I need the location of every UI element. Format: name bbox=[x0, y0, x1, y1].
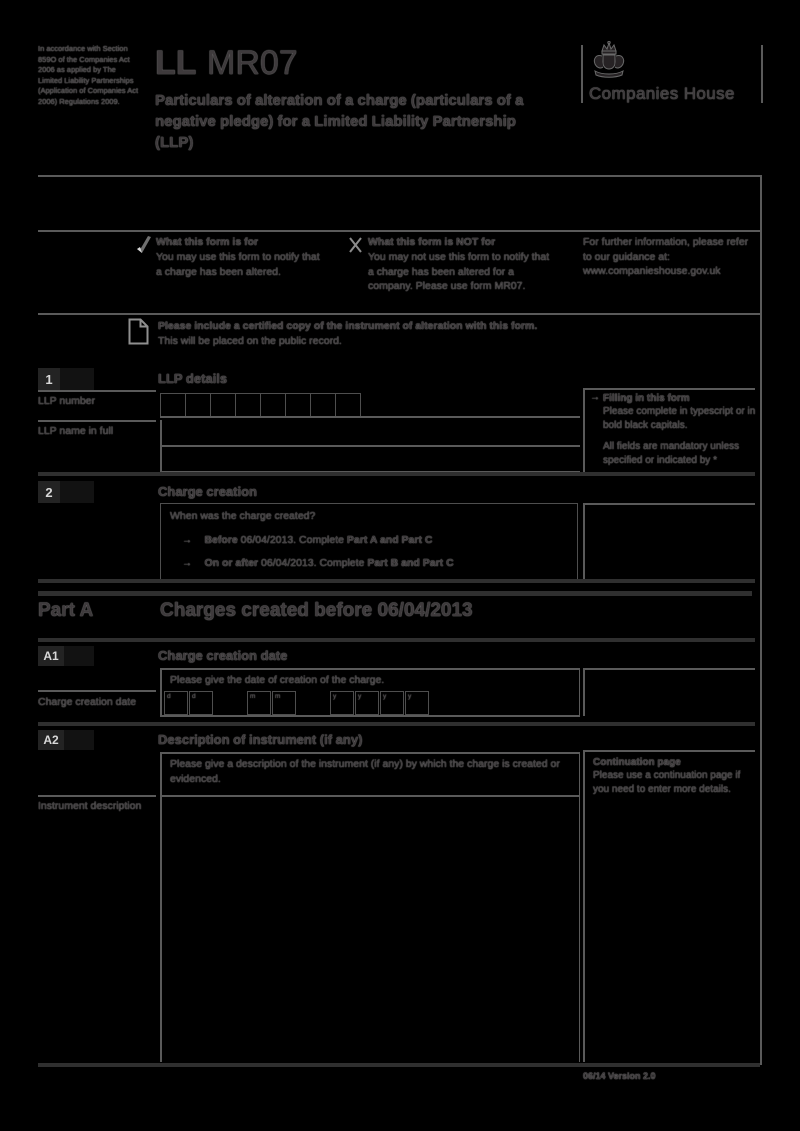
bullet-bold: On or after bbox=[204, 557, 259, 569]
label-rule bbox=[38, 690, 156, 692]
field-rule bbox=[160, 416, 580, 418]
form-code bbox=[155, 44, 298, 83]
divider bbox=[38, 175, 762, 177]
llp-number-box[interactable] bbox=[210, 393, 236, 417]
section-bar bbox=[38, 472, 755, 476]
date-box-y4[interactable] bbox=[405, 691, 429, 715]
bullet-text: 06/04/2013. Complete bbox=[258, 557, 368, 569]
section-2-number: 2 bbox=[38, 481, 60, 503]
filling-heading: Filling in this form bbox=[603, 393, 690, 404]
version-text: 06/14 Version 2.0 bbox=[583, 1071, 656, 1081]
section-bar bbox=[38, 722, 755, 726]
filling-body-1: Please complete in typescript or in bold black capitals. bbox=[603, 406, 756, 431]
guidance-text: For further information, please refer to our guidance at: bbox=[583, 236, 749, 263]
llp-name-label: LLP name in full bbox=[38, 425, 114, 437]
llp-number-box[interactable] bbox=[335, 393, 361, 417]
logo-left-bar bbox=[581, 45, 583, 103]
date-box-y2[interactable] bbox=[355, 691, 379, 715]
section-band bbox=[64, 730, 94, 750]
llp-number-box[interactable] bbox=[285, 393, 311, 417]
llp-number-box[interactable] bbox=[185, 393, 211, 417]
hint-box-edge bbox=[579, 668, 581, 716]
hint-box-edge bbox=[579, 752, 581, 795]
form-not-for-body: You may not use this form to notify that a charge has been altered for a company. Please use form MR07. bbox=[368, 251, 550, 292]
a1-title: Charge creation date bbox=[158, 648, 288, 663]
llp-number-box[interactable] bbox=[160, 393, 186, 417]
date-letter: y bbox=[383, 693, 387, 700]
aside-edge bbox=[583, 503, 585, 579]
form-is-for-heading: What this form is for bbox=[156, 236, 259, 248]
aside-rule bbox=[583, 503, 755, 505]
divider bbox=[38, 313, 762, 315]
arrow-icon: → bbox=[590, 392, 600, 403]
llp-number-boxes bbox=[160, 393, 361, 417]
llp-number-box[interactable] bbox=[260, 393, 286, 417]
section-band bbox=[64, 646, 94, 666]
section-a2-number: A2 bbox=[38, 730, 64, 750]
a2-title: Description of instrument (if any) bbox=[158, 732, 363, 747]
divider bbox=[38, 230, 762, 232]
field-rule bbox=[160, 715, 580, 717]
field-edge bbox=[579, 795, 581, 1062]
form-code-ll: LL bbox=[155, 44, 197, 82]
hint-box-edge bbox=[160, 752, 162, 795]
date-box-y1[interactable] bbox=[330, 691, 354, 715]
aside-rule bbox=[583, 668, 755, 670]
arrow-icon: → bbox=[182, 535, 192, 546]
date-box-m2[interactable] bbox=[272, 691, 296, 715]
aside-edge bbox=[583, 750, 585, 1062]
cross-icon bbox=[348, 237, 363, 253]
label-rule bbox=[38, 390, 156, 392]
hint-box-rule bbox=[160, 668, 580, 670]
date-letter: y bbox=[408, 693, 412, 700]
charge-created-question: When was the charge created? bbox=[170, 510, 316, 522]
bullet-bold: Part A and Part C bbox=[346, 534, 433, 546]
date-letter: d bbox=[167, 693, 171, 700]
filling-body-2: All fields are mandatory unless specified or indicated by * bbox=[603, 441, 740, 466]
right-edge-line bbox=[760, 175, 762, 1065]
label-rule bbox=[38, 420, 156, 422]
section-1-title: LLP details bbox=[158, 371, 228, 386]
date-box-d2[interactable] bbox=[189, 691, 213, 715]
date-letter: y bbox=[358, 693, 362, 700]
section-1-number: 1 bbox=[38, 368, 60, 390]
form-is-for-body: You may use this form to notify that a charge has been altered. bbox=[156, 251, 320, 278]
section-a1-number: A1 bbox=[38, 646, 64, 666]
section-bar bbox=[38, 579, 755, 583]
llp-number-box[interactable] bbox=[310, 393, 336, 417]
document-icon bbox=[128, 318, 149, 345]
section-bar bbox=[38, 638, 755, 642]
legal-reference-text: In accordance with Section 859O of the Companies Act 2006 as applied by The Limited Liability Partnerships (Application of Companies Act 2006) Regulations 2009. bbox=[38, 44, 139, 106]
form-code-mr07: MR07 bbox=[207, 44, 298, 82]
aside-rule bbox=[583, 388, 755, 390]
llp-number-label: LLP number bbox=[38, 395, 96, 407]
instrument-description-input[interactable] bbox=[162, 797, 577, 1060]
date-box-m1[interactable] bbox=[247, 691, 271, 715]
bullet-on-or-after bbox=[182, 553, 578, 571]
form-not-for-heading: What this form is NOT for bbox=[368, 236, 496, 248]
part-a-bar bbox=[38, 591, 752, 596]
llp-name-input-row-2[interactable] bbox=[161, 446, 579, 471]
date-letter: m bbox=[250, 693, 256, 700]
llp-number-box[interactable] bbox=[235, 393, 261, 417]
date-letter: m bbox=[275, 693, 281, 700]
llp-name-input-row-1[interactable] bbox=[161, 420, 579, 445]
section-2-title: Charge creation bbox=[158, 484, 257, 499]
bullet-before bbox=[182, 530, 578, 548]
royal-crest-icon bbox=[589, 41, 629, 85]
continuation-heading: Continuation page bbox=[593, 757, 681, 768]
tick-icon bbox=[135, 235, 153, 254]
section-band bbox=[60, 368, 94, 390]
part-a-label: Part A bbox=[38, 600, 94, 621]
a1-hint: Please give the date of creation of the charge. bbox=[170, 674, 385, 686]
date-letter: d bbox=[192, 693, 196, 700]
bullet-bold: Before bbox=[204, 534, 238, 546]
label-rule bbox=[38, 795, 156, 797]
form-title: Particulars of alteration of a charge (particulars of a negative pledge) for a Limited Liability Partnership (LLP) bbox=[155, 92, 524, 151]
date-box-d1[interactable] bbox=[164, 691, 188, 715]
brand-name: Companies House bbox=[589, 84, 735, 103]
guidance-url[interactable]: www.companieshouse.gov.uk bbox=[583, 265, 721, 277]
bottom-bar bbox=[38, 1063, 760, 1067]
aside-rule bbox=[583, 750, 755, 752]
hint-box-rule bbox=[160, 752, 580, 754]
hint-box-edge bbox=[160, 668, 162, 716]
date-box-y3[interactable] bbox=[380, 691, 404, 715]
a2-hint: Please give a description of the instrument (if any) by which the charge is created or evidenced. bbox=[170, 758, 560, 785]
bullet-text: 06/04/2013. Complete bbox=[237, 534, 347, 546]
logo-right-bar bbox=[761, 45, 763, 103]
aside-edge bbox=[583, 668, 585, 716]
instrument-description-label: Instrument description bbox=[38, 800, 142, 812]
arrow-icon: → bbox=[182, 558, 192, 569]
date-letter: y bbox=[333, 693, 337, 700]
aside-edge bbox=[583, 388, 585, 472]
bullet-bold: Part B and Part C bbox=[367, 557, 454, 569]
continuation-body: Please use a continuation page if you need to enter more details. bbox=[593, 770, 741, 795]
charge-creation-date-label: Charge creation date bbox=[38, 696, 137, 708]
certified-note-bold: Please include a certified copy of the instrument of alteration with this form. bbox=[158, 320, 538, 332]
section-band bbox=[60, 481, 94, 503]
certified-note-normal: This will be placed on the public record. bbox=[158, 335, 342, 347]
part-a-title: Charges created before 06/04/2013 bbox=[160, 600, 473, 621]
